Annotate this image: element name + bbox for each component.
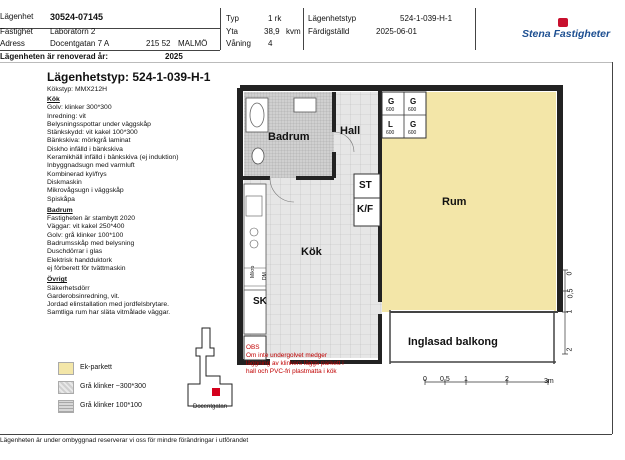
wardrobe-size: 600 <box>386 107 395 113</box>
apttype-label: Lägenhetstyp <box>308 14 357 23</box>
street-label: Docentgatan <box>193 404 228 410</box>
floor-value: 4 <box>268 39 273 48</box>
kitchen-item: Golv: klinker 300*300 <box>47 104 112 112</box>
legend-label: Ek-parkett <box>80 364 112 371</box>
scale-tick: 2 <box>505 376 509 383</box>
apt-number: 30524-07145 <box>50 12 104 22</box>
legend-label: Grå klinker ~300*300 <box>80 383 146 390</box>
apt-label: Lägenhet <box>0 12 34 21</box>
property-label: Fastighet <box>0 27 33 36</box>
vscale-tick: 0,5 <box>567 288 575 299</box>
area-value: 38,9 <box>264 27 280 36</box>
postcode: 215 52 <box>146 39 171 48</box>
legend-swatch-klinker100 <box>58 400 74 413</box>
wardrobe-size: 600 <box>408 107 417 113</box>
other-item: Jordad elinstallation med jordfelsbrytare. <box>47 301 170 309</box>
kitchen-item: Mikrovågsugn i väggskåp <box>47 187 124 195</box>
kitchen-item: Bänkskiva: mörkgrå laminat <box>47 137 131 145</box>
obs-note: OBS Om inte undergolvet medger läggning av klinkers läggs parkett i hall och PVC-fri plastmatta i kök <box>246 344 344 375</box>
scale-tick: 0,5 <box>440 376 450 383</box>
fridge-kf: K/F <box>357 204 374 215</box>
bath-item: Elektrisk handduktork <box>47 256 112 264</box>
property-value: Laboratorn 2 <box>50 27 96 36</box>
logo-mark-icon <box>558 18 568 27</box>
wardrobe-letter: L <box>388 120 393 129</box>
renovated-label: Lägenheten är renoverad år: <box>0 52 109 61</box>
address-value: Docentgatan 7 A <box>50 39 110 48</box>
other-item: Samtliga rum har släta vitmålade väggar. <box>47 309 171 317</box>
legend-label: Grå klinker 100*100 <box>80 402 142 409</box>
scale-tick: 0 <box>423 376 427 383</box>
kitchen-item: Diskho infälld i bänkskiva <box>47 145 123 153</box>
other-item: Säkerhetsdörr <box>47 284 90 292</box>
wardrobe-letter: G <box>410 120 417 129</box>
other-heading: Övrigt <box>47 276 68 284</box>
wardrobe-size: 600 <box>386 130 395 136</box>
bath-item: Fastigheten är stambytt 2020 <box>47 215 136 223</box>
scale-tick: 3m <box>544 378 554 385</box>
kitchen-item: Belysningsspottar under väggskåp <box>47 120 151 128</box>
scale-tick: 1 <box>464 376 468 383</box>
bath-item: Väggar: vit kakel 250*400 <box>47 223 125 231</box>
dishwasher-label: DM <box>262 272 268 280</box>
kitchen-code: Kökstyp: MMX212H <box>47 86 108 93</box>
footer-note: Lägenheten är under ombyggnad reserverar vi oss för mindre förändringar i utförandet <box>0 437 249 444</box>
area-unit: kvm <box>286 27 301 36</box>
storage-st: ST <box>359 180 372 191</box>
address-label: Adress <box>0 39 25 48</box>
apttype-value: 524-1-039-H-1 <box>400 14 453 23</box>
bath-item: Golv: grå klinker 100*100 <box>47 231 124 239</box>
microwave-label: Mikro <box>250 265 256 278</box>
room-kitchen: Kök <box>301 246 322 258</box>
bath-heading: Badrum <box>47 206 73 214</box>
room-bath: Badrum <box>268 131 310 143</box>
renovated-year: 2025 <box>165 52 183 61</box>
vscale-tick: 1 <box>566 309 574 314</box>
vscale-tick: 2 <box>566 347 574 352</box>
kitchen-item: Stänkskydd: vit kakel 100*300 <box>47 129 138 137</box>
spec-title: Lägenhetstyp: 524-1-039-H-1 <box>47 70 211 84</box>
kitchen-item: Inbyggnadsugn med varmluft <box>47 162 135 170</box>
area-label: Yta <box>226 27 239 36</box>
kitchen-item: Kombinerad kyl/frys <box>47 170 107 178</box>
type-value: 1 rk <box>268 14 282 23</box>
legend-swatch-klinker300 <box>58 381 74 394</box>
kitchen-item: Keramikhäll infälld i bänkskiva (ej induktion) <box>47 154 179 162</box>
wardrobe-letter: G <box>410 97 417 106</box>
cabinet-sk: SK <box>253 296 267 307</box>
city: MALMÖ <box>178 39 208 48</box>
kitchen-item: Inredning: vit <box>47 112 86 120</box>
kitchen-heading: Kök <box>47 96 60 103</box>
room-hall: Hall <box>340 125 361 137</box>
wardrobe-size: 600 <box>408 130 417 136</box>
room-living: Rum <box>442 196 467 208</box>
bath-item: Duschdörrar i glas <box>47 248 103 256</box>
floor-label: Våning <box>226 39 251 48</box>
other-item: Garderobsinredning, vit. <box>47 292 120 300</box>
completed-value: 2025-06-01 <box>376 27 417 36</box>
completed-label: Färdigställd <box>308 27 350 36</box>
vscale-tick: 0 <box>566 271 574 276</box>
legend-swatch-parkett <box>58 362 74 375</box>
wardrobe-letter: G <box>388 97 395 106</box>
room-balcony: Inglasad balkong <box>408 336 498 348</box>
type-label: Typ <box>226 14 239 23</box>
bath-item: ej förberett för tvättmaskin <box>47 264 126 272</box>
kitchen-item: Diskmaskin <box>47 178 82 186</box>
spec-list <box>47 96 178 318</box>
bath-item: Badrumsskåp med belysning <box>47 240 135 248</box>
kitchen-item: Spiskåpa <box>47 195 75 203</box>
